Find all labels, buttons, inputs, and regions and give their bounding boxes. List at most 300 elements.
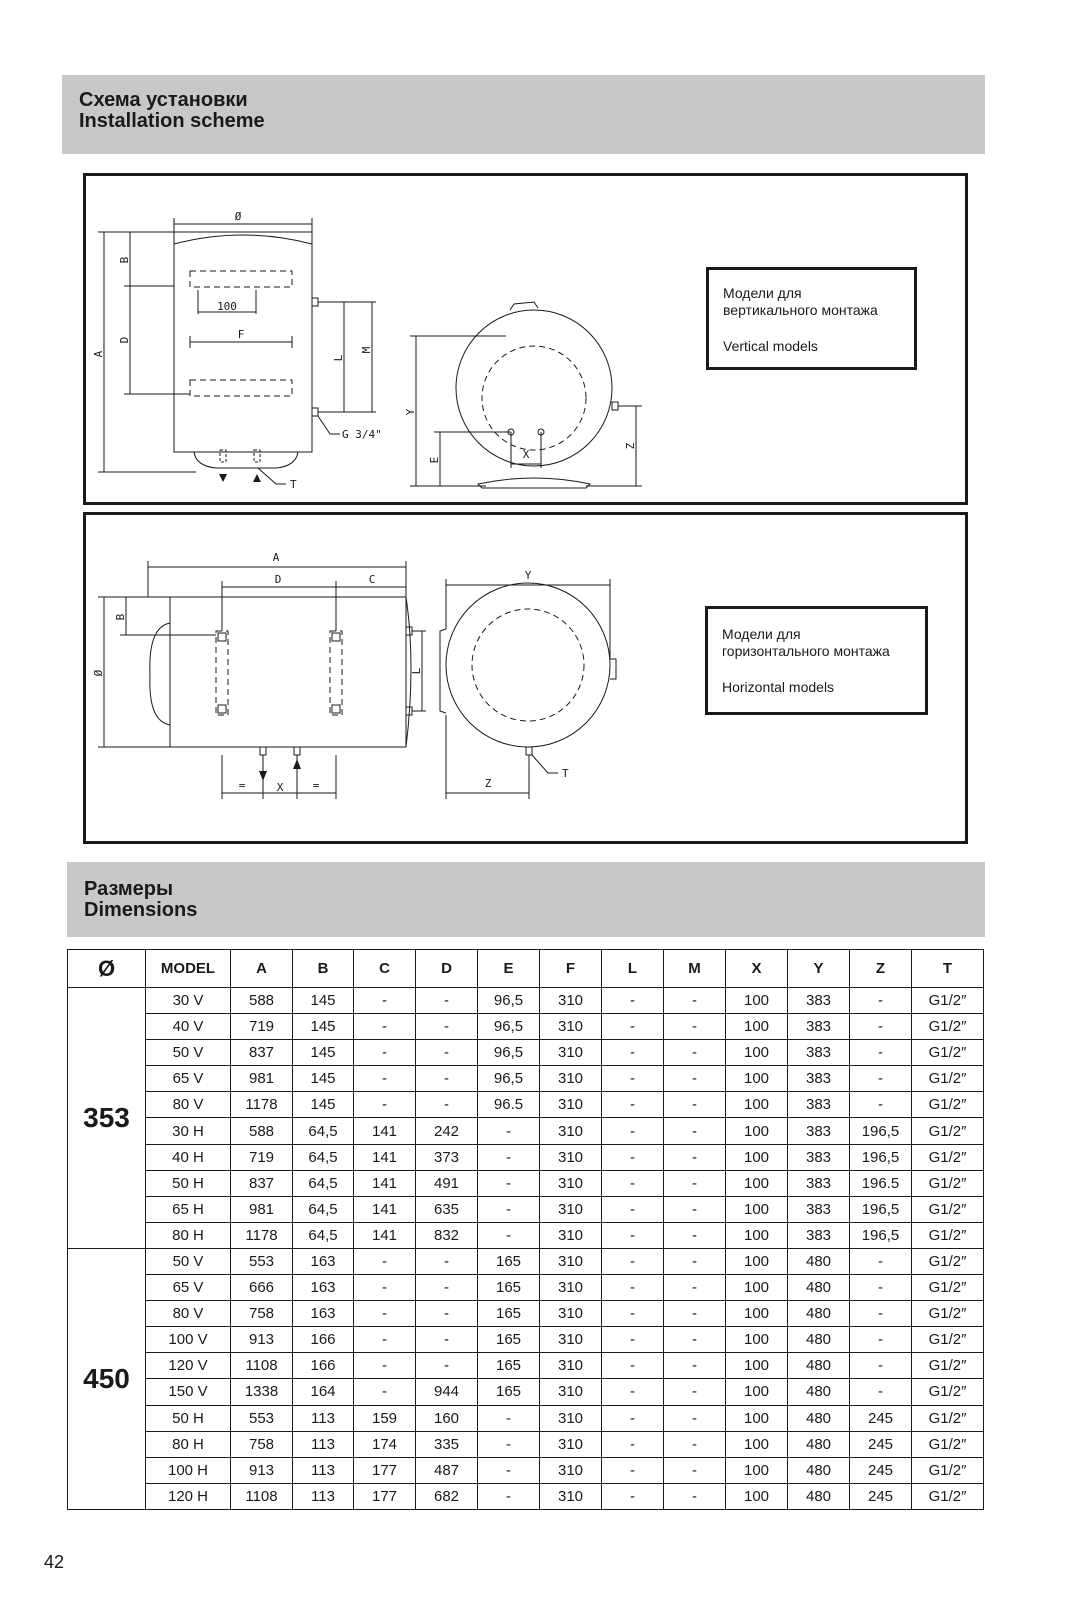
note-line2: горизонтального монтажа [722,643,890,659]
table-cell: 480 [788,1301,850,1327]
table-cell: 588 [231,1118,293,1144]
table-cell: - [664,1405,726,1431]
table-cell: 145 [293,1040,354,1066]
table-cell: 64,5 [293,1196,354,1222]
table-row [68,1014,984,1040]
table-cell: - [602,1170,664,1196]
table-cell: 383 [788,1066,850,1092]
table-cell: 113 [293,1405,354,1431]
table-cell: G1/2″ [912,1118,984,1144]
table-cell: 141 [354,1170,416,1196]
table-cell: 310 [540,988,602,1014]
table-cell: 145 [293,988,354,1014]
table-cell: - [602,988,664,1014]
table-cell: 166 [293,1353,354,1379]
table-cell: 310 [540,1222,602,1248]
vertical-models-diagram [83,173,968,505]
table-cell: 758 [231,1431,293,1457]
section-header-installation [62,75,985,154]
table-cell: - [354,988,416,1014]
table-row [68,1275,984,1301]
table-cell: - [602,1092,664,1118]
table-cell: 165 [478,1301,540,1327]
table-cell: - [664,1066,726,1092]
table-cell: G1/2″ [912,1014,984,1040]
table-cell: - [416,1092,478,1118]
section-title-ru: Схема установки [79,89,248,111]
table-cell: 159 [354,1405,416,1431]
table-cell: - [478,1405,540,1431]
table-cell: G1/2″ [912,1327,984,1353]
diameter-cell: 450 [68,1248,146,1509]
table-cell: - [354,1353,416,1379]
table-cell: - [602,1483,664,1509]
table-cell: 141 [354,1118,416,1144]
table-cell: 1108 [231,1353,293,1379]
table-cell: 383 [788,1170,850,1196]
table-cell: 944 [416,1379,478,1405]
model-cell: 80 V [146,1092,231,1118]
table-cell: - [602,1431,664,1457]
table-cell: - [602,1118,664,1144]
model-cell: 50 V [146,1248,231,1274]
table-cell: 553 [231,1405,293,1431]
table-cell: 383 [788,1040,850,1066]
table-cell: 635 [416,1196,478,1222]
table-cell: 480 [788,1405,850,1431]
table-cell: G1/2″ [912,1275,984,1301]
column-header: Z [850,950,912,988]
table-row [68,1457,984,1483]
table-cell: 383 [788,1014,850,1040]
table-cell: - [602,1457,664,1483]
table-cell: 913 [231,1457,293,1483]
note-line2: вертикального монтажа [723,302,878,318]
table-cell: G1/2″ [912,1379,984,1405]
label-eq-right: = [312,779,320,792]
label-dia: Ø [92,669,105,677]
table-cell: - [664,1040,726,1066]
column-header: M [664,950,726,988]
table-cell: 480 [788,1431,850,1457]
table-row [68,1353,984,1379]
table-cell: - [664,1353,726,1379]
model-cell: 65 V [146,1275,231,1301]
horizontal-models-note [705,606,928,715]
column-header: C [354,950,416,988]
label-C: C [368,573,376,586]
vertical-side-circle [456,310,612,466]
table-cell: - [850,1066,912,1092]
label-X: X [276,781,284,794]
table-cell: - [850,988,912,1014]
table-cell: 245 [850,1405,912,1431]
table-cell: - [478,1118,540,1144]
table-cell: 100 [726,1405,788,1431]
section-header-dimensions [67,862,985,937]
table-cell: 981 [231,1196,293,1222]
table-cell: - [664,1170,726,1196]
label-Y: Y [404,408,417,416]
table-cell: 837 [231,1040,293,1066]
dimensions-table [67,949,984,1510]
table-cell: - [664,1483,726,1509]
table-cell: 196,5 [850,1196,912,1222]
table-cell: 64,5 [293,1170,354,1196]
table-header-row [68,950,984,988]
model-cell: 80 H [146,1431,231,1457]
label-E: E [428,456,441,464]
table-row [68,1327,984,1353]
table-cell: - [478,1431,540,1457]
model-cell: 50 H [146,1170,231,1196]
table-cell: 1338 [231,1379,293,1405]
label-B: B [114,613,127,621]
table-row [68,1170,984,1196]
table-cell: - [416,1066,478,1092]
table-cell: G1/2″ [912,1170,984,1196]
table-cell: G1/2″ [912,1040,984,1066]
table-cell: - [478,1144,540,1170]
table-cell: 100 [726,1196,788,1222]
table-cell: 196,5 [850,1118,912,1144]
label-T: T [562,767,569,780]
table-cell: 163 [293,1301,354,1327]
table-cell: - [354,1040,416,1066]
table-row [68,1431,984,1457]
table-cell: 1108 [231,1483,293,1509]
table-cell: 100 [726,1144,788,1170]
table-cell: 480 [788,1483,850,1509]
table-cell: 480 [788,1275,850,1301]
table-cell: 100 [726,988,788,1014]
table-cell: 174 [354,1431,416,1457]
table-cell: 145 [293,1092,354,1118]
table-cell: 666 [231,1275,293,1301]
column-header: E [478,950,540,988]
table-cell: 913 [231,1327,293,1353]
table-cell: 160 [416,1405,478,1431]
table-cell: - [354,1275,416,1301]
table-cell: 310 [540,1431,602,1457]
table-cell: - [478,1196,540,1222]
table-cell: - [850,1092,912,1118]
table-cell: 196.5 [850,1170,912,1196]
table-cell: 145 [293,1014,354,1040]
table-cell: G1/2″ [912,1353,984,1379]
table-cell: 310 [540,1014,602,1040]
table-cell: - [850,1275,912,1301]
model-cell: 80 V [146,1301,231,1327]
label-D: D [274,573,282,586]
label-M: M [360,346,373,354]
label-L: L [332,354,345,362]
table-cell: - [478,1222,540,1248]
table-cell: 310 [540,1066,602,1092]
table-cell: 100 [726,1483,788,1509]
column-header-diameter: Ø [68,950,146,988]
table-cell: - [602,1196,664,1222]
table-cell: 480 [788,1353,850,1379]
table-cell: 163 [293,1275,354,1301]
table-cell: - [416,1248,478,1274]
table-cell: - [416,1327,478,1353]
table-cell: - [416,1301,478,1327]
table-cell: - [664,1275,726,1301]
section-title-ru: Размеры [84,878,174,900]
table-cell: 682 [416,1483,478,1509]
table-cell: 165 [478,1327,540,1353]
table-cell: 310 [540,1144,602,1170]
table-row [68,1040,984,1066]
table-cell: - [354,1379,416,1405]
table-cell: - [354,1092,416,1118]
table-cell: 310 [540,1353,602,1379]
table-cell: 100 [726,1275,788,1301]
table-cell: 310 [540,1040,602,1066]
vertical-models-note [706,267,917,370]
table-cell: - [664,1457,726,1483]
table-cell: 719 [231,1144,293,1170]
table-cell: G1/2″ [912,1196,984,1222]
table-cell: - [664,1379,726,1405]
table-cell: G1/2″ [912,1405,984,1431]
note-line1: Модели для [723,285,802,301]
column-header: MODEL [146,950,231,988]
table-cell: 832 [416,1222,478,1248]
label-A: A [272,551,280,564]
table-cell: - [602,1014,664,1040]
table-cell: - [664,1431,726,1457]
table-cell: 64,5 [293,1222,354,1248]
label-L: L [410,667,423,675]
note-line3: Vertical models [723,338,818,354]
table-cell: 165 [478,1248,540,1274]
table-cell: - [602,1144,664,1170]
model-cell: 40 V [146,1014,231,1040]
table-cell: 242 [416,1118,478,1144]
table-cell: 310 [540,1248,602,1274]
horizontal-models-diagram [83,512,968,844]
table-cell: - [664,1144,726,1170]
table-cell: 981 [231,1066,293,1092]
table-cell: 100 [726,1092,788,1118]
model-cell: 120 H [146,1483,231,1509]
table-cell: 480 [788,1457,850,1483]
table-cell: - [416,1275,478,1301]
table-row [68,1405,984,1431]
table-cell: 141 [354,1144,416,1170]
table-cell: - [664,1014,726,1040]
page-number: 42 [44,1552,65,1572]
model-cell: 100 V [146,1327,231,1353]
table-cell: 383 [788,988,850,1014]
table-cell: - [850,1301,912,1327]
label-D: D [118,336,131,344]
table-cell: 588 [231,988,293,1014]
table-cell: 100 [726,1066,788,1092]
label-F: F [237,328,245,341]
table-cell: 141 [354,1196,416,1222]
table-cell: 113 [293,1457,354,1483]
table-row [68,1379,984,1405]
column-header: Y [788,950,850,988]
diameter-cell: 353 [68,988,146,1249]
table-cell: 310 [540,1457,602,1483]
table-cell: 166 [293,1327,354,1353]
table-cell: - [602,1040,664,1066]
column-header: B [293,950,354,988]
table-row [68,1118,984,1144]
table-cell: 113 [293,1431,354,1457]
table-cell: - [850,1248,912,1274]
table-cell: - [354,1248,416,1274]
table-cell: - [664,1118,726,1144]
table-cell: 480 [788,1327,850,1353]
table-cell: - [664,988,726,1014]
table-cell: - [602,1248,664,1274]
table-cell: - [602,1379,664,1405]
table-cell: - [416,1040,478,1066]
table-cell: G1/2″ [912,1457,984,1483]
table-row [68,1144,984,1170]
label-T: T [290,478,297,491]
table-cell: 383 [788,1144,850,1170]
table-cell: 100 [726,1040,788,1066]
table-cell: G1/2″ [912,1301,984,1327]
table-row [68,1092,984,1118]
model-cell: 80 H [146,1222,231,1248]
table-cell: 96,5 [478,1014,540,1040]
model-cell: 100 H [146,1457,231,1483]
table-cell: - [478,1483,540,1509]
table-cell: G1/2″ [912,1092,984,1118]
table-cell: - [664,1248,726,1274]
table-cell: - [664,1092,726,1118]
table-cell: - [602,1327,664,1353]
table-cell: 64,5 [293,1118,354,1144]
table-cell: 310 [540,1405,602,1431]
table-cell: 164 [293,1379,354,1405]
table-cell: 310 [540,1379,602,1405]
model-cell: 30 V [146,988,231,1014]
model-cell: 30 H [146,1118,231,1144]
table-cell: - [850,1327,912,1353]
note-line1: Модели для [722,626,801,642]
model-cell: 65 H [146,1196,231,1222]
table-cell: - [602,1066,664,1092]
table-cell: 383 [788,1196,850,1222]
table-cell: - [850,1379,912,1405]
model-cell: 40 H [146,1144,231,1170]
table-cell: 196,5 [850,1144,912,1170]
table-cell: - [664,1301,726,1327]
table-cell: 100 [726,1118,788,1144]
table-cell: 96,5 [478,1040,540,1066]
table-cell: 96.5 [478,1092,540,1118]
model-cell: 150 V [146,1379,231,1405]
table-cell: 165 [478,1353,540,1379]
table-cell: 100 [726,1353,788,1379]
table-cell: 383 [788,1222,850,1248]
table-cell: 480 [788,1379,850,1405]
table-row [68,1222,984,1248]
vertical-tank-top [174,235,312,244]
horizontal-side-circle [446,583,610,747]
column-header: X [726,950,788,988]
table-cell: 491 [416,1170,478,1196]
table-row [68,1301,984,1327]
table-cell: 100 [726,1379,788,1405]
table-cell: - [416,1014,478,1040]
table-row [68,1483,984,1509]
label-B: B [118,256,131,264]
table-cell: 100 [726,1301,788,1327]
column-header: F [540,950,602,988]
table-cell: 310 [540,1483,602,1509]
table-cell: 165 [478,1275,540,1301]
table-cell: 310 [540,1275,602,1301]
table-cell: 96,5 [478,988,540,1014]
section-title-en: Dimensions [84,899,198,921]
table-cell: 335 [416,1431,478,1457]
table-cell: 145 [293,1066,354,1092]
table-cell: - [850,1014,912,1040]
label-eq-left: = [238,779,246,792]
table-cell: 245 [850,1457,912,1483]
table-cell: G1/2″ [912,1222,984,1248]
table-cell: 177 [354,1483,416,1509]
label-G34: G 3/4" [342,428,382,441]
table-cell: 113 [293,1483,354,1509]
table-cell: 837 [231,1170,293,1196]
table-row [68,988,984,1014]
table-cell: 383 [788,1118,850,1144]
table-cell: 245 [850,1431,912,1457]
column-header: L [602,950,664,988]
table-cell: 310 [540,1118,602,1144]
label-Z: Z [624,442,637,450]
table-cell: 141 [354,1222,416,1248]
table-cell: 553 [231,1248,293,1274]
table-cell: - [416,988,478,1014]
table-cell: - [850,1040,912,1066]
table-cell: 487 [416,1457,478,1483]
table-cell: 64,5 [293,1144,354,1170]
table-cell: - [602,1405,664,1431]
table-cell: - [602,1222,664,1248]
table-cell: 165 [478,1379,540,1405]
vertical-tank-bottom [194,452,298,468]
model-cell: 50 V [146,1040,231,1066]
table-cell: - [602,1275,664,1301]
table-cell: 100 [726,1327,788,1353]
table-row [68,1248,984,1274]
label-A: A [92,350,105,358]
table-cell: - [478,1457,540,1483]
table-cell: 310 [540,1092,602,1118]
model-cell: 50 H [146,1405,231,1431]
column-header: T [912,950,984,988]
table-cell: - [664,1196,726,1222]
table-cell: 480 [788,1248,850,1274]
table-cell: - [478,1170,540,1196]
table-cell: 383 [788,1092,850,1118]
label-100: 100 [217,300,237,313]
table-cell: 96,5 [478,1066,540,1092]
table-cell: 100 [726,1170,788,1196]
label-Y: Y [524,569,532,582]
